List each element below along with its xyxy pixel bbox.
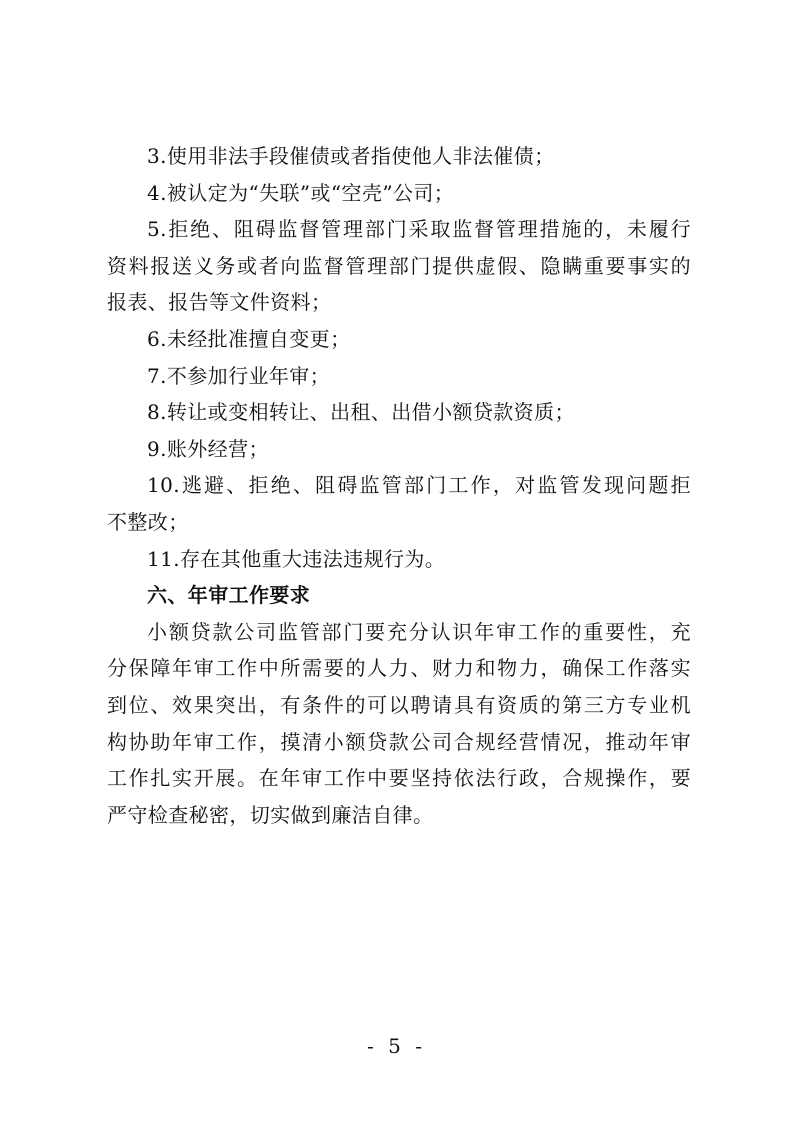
list-item-5-line-1: 5.拒绝、阻碍监督管理部门采取监督管理措施的，未履行	[147, 217, 691, 242]
list-item-11: 11.存在其他重大违法违规行为。	[147, 546, 446, 571]
body-text	[107, 138, 691, 833]
paragraph-line-2: 分保障年审工作中所需要的人力、财力和物力，确保工作落实	[107, 656, 691, 681]
paragraph-line-4: 构协助年审工作，摸清小额贷款公司合规经营情况，推动年审	[107, 729, 691, 754]
paragraph-line-3: 到位、效果突出，有条件的可以聘请具有资质的第三方专业机	[107, 692, 691, 717]
list-item-6: 6.未经批准擅自变更；	[147, 326, 351, 351]
list-item-3: 3.使用非法手段催债或者指使他人非法催债；	[147, 144, 555, 168]
paragraph-line-1: 小额贷款公司监管部门要充分认识年审工作的重要性，充	[147, 619, 691, 644]
list-item-7: 7.不参加行业年审；	[147, 363, 331, 388]
list-item-5-line-2: 资料报送义务或者向监督管理部门提供虚假、隐瞒重要事实的	[107, 253, 691, 278]
list-item-8: 8.转让或变相转让、出租、出借小额贷款资质；	[147, 400, 575, 425]
paragraph-line-5: 工作扎实开展。在年审工作中要坚持依法行政，合规操作，要	[107, 766, 691, 791]
page-number: - 5 -	[367, 1034, 426, 1058]
paragraph-line-6: 严守检查秘密，切实做到廉洁自律。	[107, 802, 434, 827]
list-item-9: 9.账外经营；	[147, 436, 269, 461]
section-heading: 六、年审工作要求	[147, 583, 311, 608]
list-item-5-line-3: 报表、报告等文件资料；	[107, 290, 332, 315]
list-item-4: 4.被认定为“失联”或“空壳”公司；	[147, 180, 455, 205]
list-item-10-line-1: 10.逃避、拒绝、阻碍监管部门工作，对监管发现问题拒	[147, 473, 691, 498]
list-item-10-line-2: 不整改；	[107, 509, 189, 534]
